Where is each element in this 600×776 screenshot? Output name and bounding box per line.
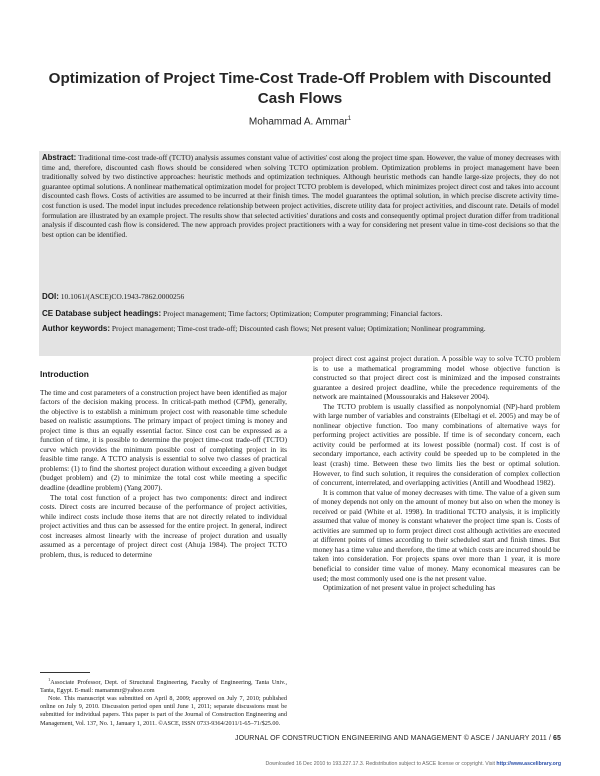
journal-footer-text: JOURNAL OF CONSTRUCTION ENGINEERING AND MANAGEMENT © ASCE / JANUARY 2011 / xyxy=(235,735,553,742)
footnotes xyxy=(40,676,287,728)
paragraph: The TCTO problem is usually classified as nonpolynomial (NP)-hard problem with large number of variables and constraints (Elbeltagi et el. 2005) and may be of nonlinear objective function. Too many combinations of alternative ways for performing project activities are possible. If time is of secondary concern, each activity could be performed at its lowest possible (normal) cost. If cost is of secondary importance, each activity could be speeded up to be completed in the least (crash) time. Between these two limits lies the best or optimal solution. However, to find such solution, it requires the consideration of complex collection of concurrent, interrelated, and overlapping activities (Antill and Woodhead 1982). xyxy=(313,401,560,488)
paragraph: project direct cost against project duration. A possible way to solve TCTO problem is to use a mathematical programming model whose objective function is constructed so that project direct cost is minimized and the imposed constraints guarantee a desired project deadline, while the precedence requirements of the network are maintained (Moussourakis and Haksever 2004). xyxy=(313,354,560,402)
doi-line xyxy=(42,292,184,301)
author-line xyxy=(40,116,560,127)
doi-value[interactable]: 10.1061/(ASCE)CO.1943-7862.0000256 xyxy=(60,292,185,301)
left-column xyxy=(40,370,287,559)
footnote-marker: 1 xyxy=(48,677,51,682)
page-number: 65 xyxy=(553,735,561,742)
ce-headings-label: CE Database subject headings: xyxy=(42,309,162,318)
download-notice xyxy=(40,761,561,767)
journal-footer xyxy=(40,735,561,742)
ce-headings-value: Project management; Time factors; Optimization; Computer programming; Financial factors. xyxy=(163,309,443,318)
footnote-affiliation: $^1$Associate Professor, Dept. of Structural Engineering, Faculty of Engineering, Tanta Univ., Tanta, Egypt. E-mail: mamammr@yahoo.com xyxy=(40,677,287,695)
paragraph: Optimization of net present value in project scheduling has xyxy=(323,583,496,593)
footnote-note: Note. This manuscript was submitted on April 8, 2009; approved on July 7, 2010; published online on July 9, 2010. Discussion period open until June 1, 2011; separate discussions must be submitted for individual papers. This paper is part of the Journal of Construction Engineering and Management, Vol. 137, No. 1, January 1, 2011. ©ASCE, ISSN 0733-9364/2011/1-65–71/$25.00. xyxy=(40,695,287,727)
author-note-marker: 1 xyxy=(347,116,352,122)
abstract-label: Abstract: xyxy=(42,153,77,162)
keywords-label: Author keywords: xyxy=(42,324,111,333)
keywords-value: Project management; Time-cost trade-off; Discounted cash flows; Net present value; Optimization; Nonlinear programming. xyxy=(111,324,486,333)
ce-headings xyxy=(42,309,559,318)
paper-title: Optimization of Project Time-Cost Trade-Off Problem with Discounted Cash Flows xyxy=(48,70,552,107)
section-heading-introduction: Introduction xyxy=(40,369,89,379)
right-column xyxy=(313,354,560,593)
abstract xyxy=(42,153,559,239)
ascelibrary-link[interactable]: http://www.ascelibrary.org xyxy=(496,761,561,767)
paragraph: The total cost function of a project has two components: direct and indirect costs. Direct costs are incurred because of the performance of project activities, while indirect costs include those items that are not directly related to individual project activities and thus can be assessed for the entire project. In general, indirect cost increases almost linearly with the increase of project duration and usually assumed as a percentage of project direct cost (Ahuja 1984). The project TCTO problem, thus, is reduced to determine xyxy=(40,492,287,559)
author-name: Mohammad A. Ammar xyxy=(248,116,348,128)
paragraph: It is common that value of money decreases with time. The value of a given sum of money depends not only on the amount of money but also on when the money is received or paid (White et al. 1998). In traditional TCTO analysis, it is implicitly assumed that value of money is constant whatever the project time span is. Costs of activities are summed up to form project direct cost although activities are executed at different points of times according to their scheduled start and finish times. But money has a time value and therefore, the time at which costs are incurred should be taken into consideration. For projects spans over more than 1 year, it is more beneficial to consider time value of money. Many economical measures can be used; the most commonly used one is the net present value. xyxy=(313,487,560,583)
paragraph: The time and cost parameters of a construction project have been identified as major factors of the decision making process. In critical-path method (CPM), generally, the objective is to establish a minimum project cost with reasonable time schedule based on realistic assumptions. The primary impact of project timing is money and project time is thus an equally essential factor. Since cost can be expressed as a function of time, it is possible to determine the project time-cost trade-off (TCTO) curve which provides the minimum possible cost of completing project in its feasible time range. A TCTO analysis is essential to solve two classes of practical problems: (1) to find the shortest project duration without exceeding a given budget (budget problem) and (2) to minimize the total cost while meeting a specific deadline (deadline problem) (Yang 2007). xyxy=(40,387,287,493)
footnote-divider xyxy=(40,672,90,673)
abstract-text: Traditional time-cost trade-off (TCTO) analysis assumes constant value of activities' cost along the project time span. However, the value of money decreases with time and, therefore, discounted cash flows should be considered when solving TCTO optimization problem. Optimization problems in project management have been traditionally solved by two distinctive approaches: heuristic methods and optimization techniques. Although heuristic methods can handle large-size projects, they do not guarantee optimal solutions. A nonlinear mathematical optimization model for project TCTO problem is developed, which minimizes project direct cost and takes into account discounted cash flows. Costs of activities are assumed to be incurred at their finish times. The model guarantees the optimal solution, in which precise discrete activity time-cost function is used. The model input includes precedence relationship between project activities, discrete utility data for project activities, and discount rate. Details of model formulation are illustrated by an example project. The results show that selected activities' durations and costs and consequently optimal project duration differ from traditional analysis if discounted cash flow is considered. The new approach provides project practitioners with a way for considering net present value in time-cost decisions so that the best option can be identified. xyxy=(42,153,559,239)
author-keywords xyxy=(42,324,559,334)
download-notice-text: Downloaded 16 Dec 2010 to 193.227.17.3. Redistribution subject to ASCE license or copyright. Visit xyxy=(265,761,497,767)
doi-label: DOI: xyxy=(42,292,59,301)
